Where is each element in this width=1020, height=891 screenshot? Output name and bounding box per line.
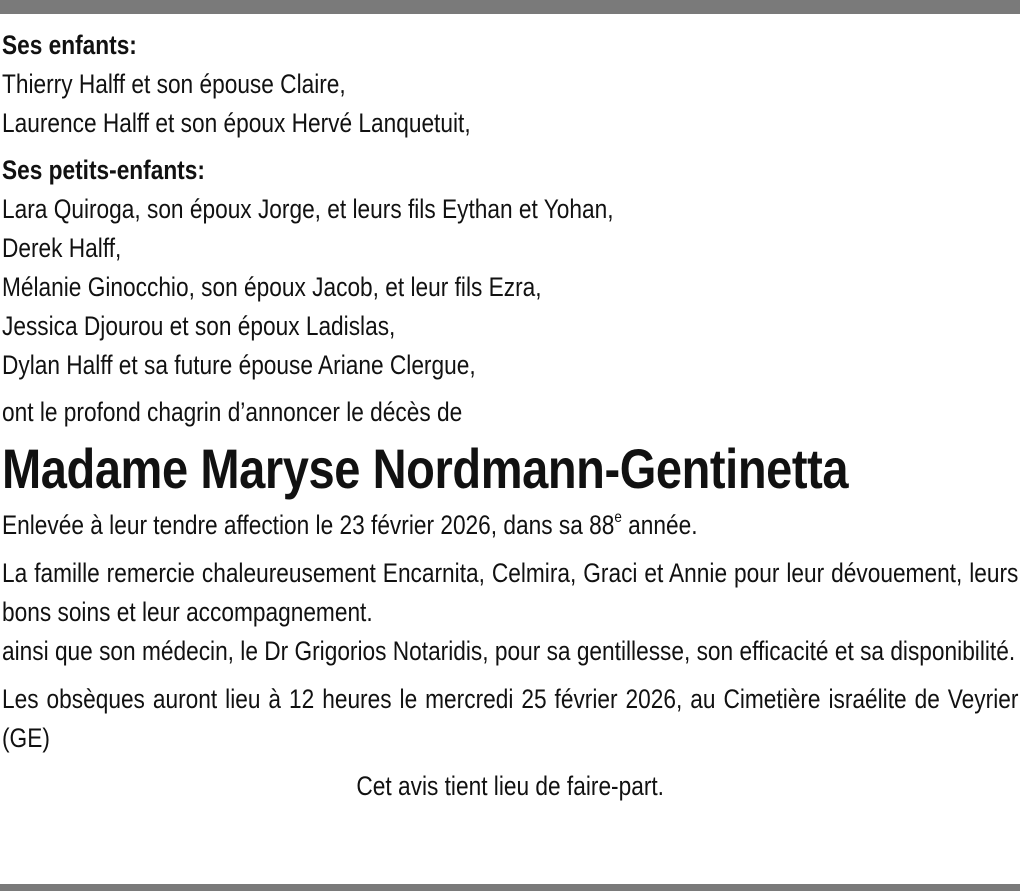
obituary-notice xyxy=(2,26,1018,806)
grandchild-line: Dylan Halff et sa future épouse Ariane Clergue, xyxy=(2,350,476,380)
bottom-border-rule xyxy=(0,884,1020,891)
grandchild-line: Jessica Djourou et son époux Ladislas, xyxy=(2,311,396,341)
child-line: Laurence Halff et son époux Hervé Lanquetuit, xyxy=(2,108,471,138)
thanks-paragraph: La famille remercie chaleureusement Encarnita, Celmira, Graci et Annie pour leur dévouement, leurs bons soins et leur accompagnement. xyxy=(2,558,1019,627)
grandchild-line: Lara Quiroga, son époux Jorge, et leurs fils Eythan et Yohan, xyxy=(2,194,614,224)
ordinal-superscript: e xyxy=(614,509,622,526)
children-heading: Ses enfants: xyxy=(2,30,137,60)
announcement-text: ont le profond chagrin d’annoncer le décès de xyxy=(2,397,463,427)
grandchildren-heading: Ses petits-enfants: xyxy=(2,155,205,185)
closing-note: Cet avis tient lieu de faire-part. xyxy=(356,771,664,801)
thanks-doctor-paragraph: ainsi que son médecin, le Dr Grigorios Notaridis, pour sa gentillesse, son efficacité et sa disponibilité. xyxy=(2,636,1016,666)
grandchild-line: Mélanie Ginocchio, son époux Jacob, et leur fils Ezra, xyxy=(2,272,542,302)
death-line-start: Enlevée à leur tendre affection le 23 février 2026, dans sa 88 xyxy=(2,510,615,540)
funeral-details: Les obsèques auront lieu à 12 heures le mercredi 25 février 2026, au Cimetière israélite de Veyrier (GE) xyxy=(2,684,1019,753)
child-line: Thierry Halff et son épouse Claire, xyxy=(2,69,346,99)
death-line xyxy=(2,506,1018,545)
top-border-rule xyxy=(0,0,1020,14)
deceased-name: Madame Maryse Nordmann-Gentinetta xyxy=(2,437,849,500)
death-line-end: année. xyxy=(621,510,698,540)
grandchild-line: Derek Halff, xyxy=(2,233,122,263)
